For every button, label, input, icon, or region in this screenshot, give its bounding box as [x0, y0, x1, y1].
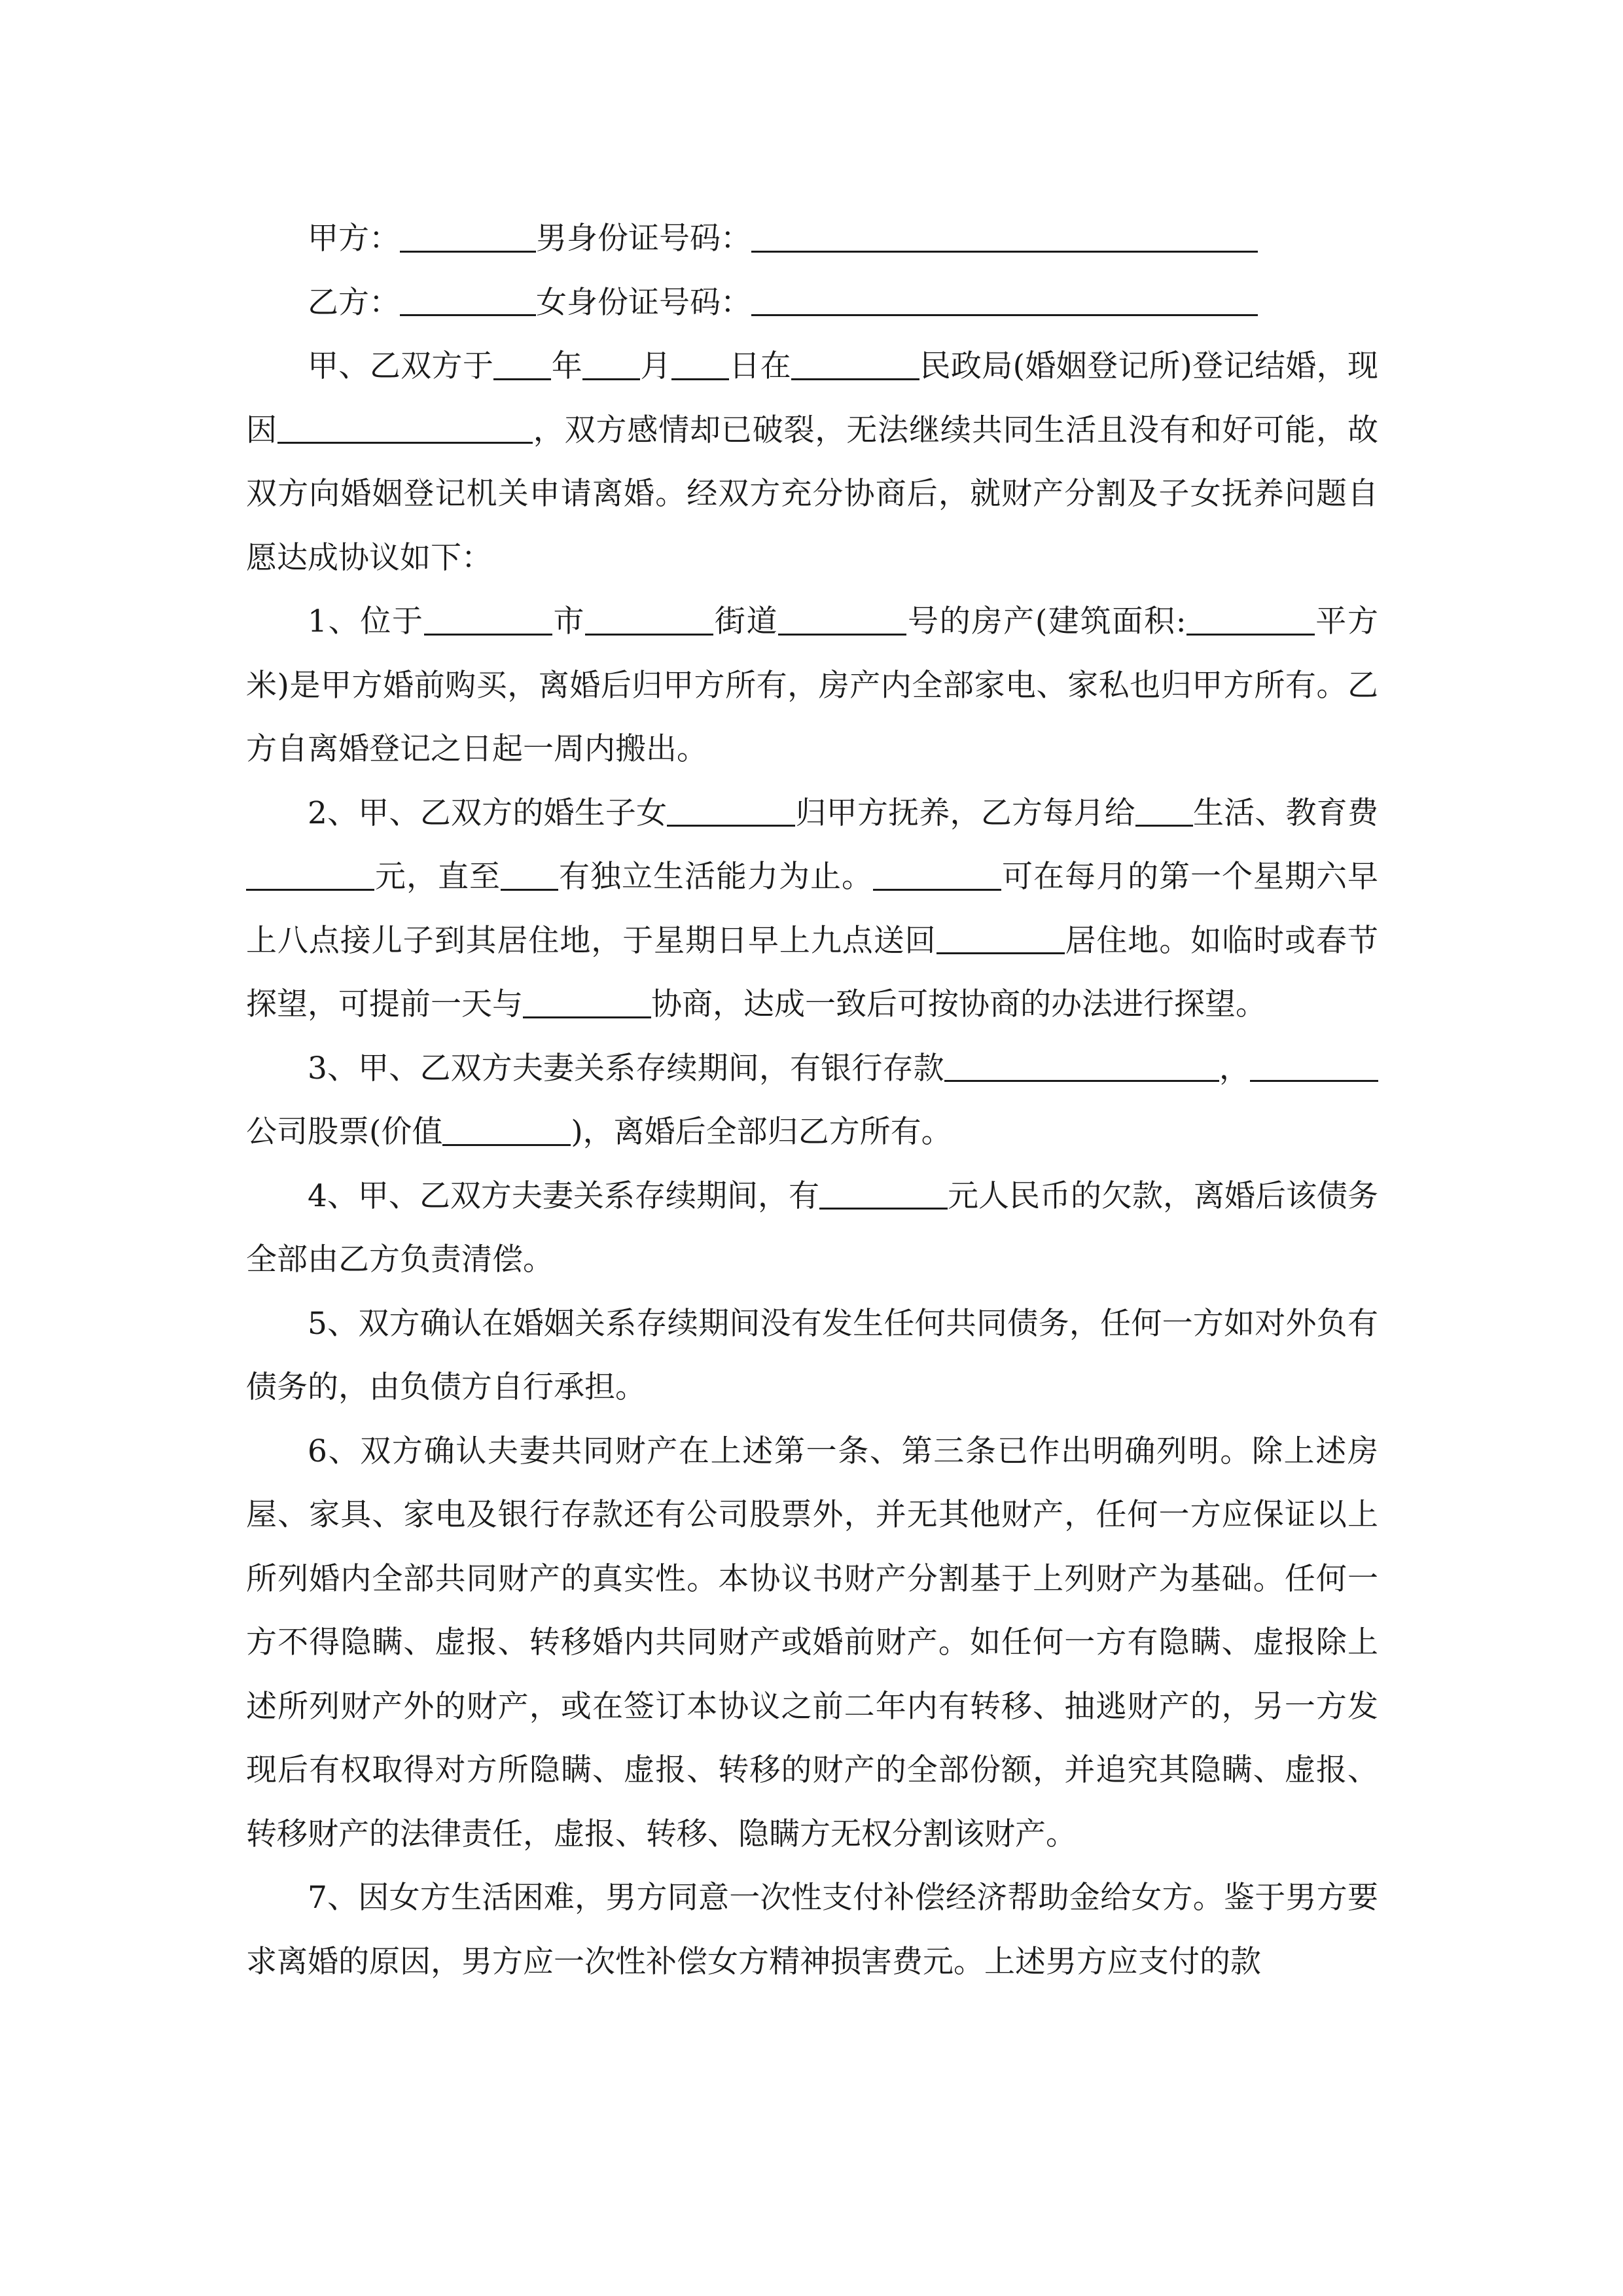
- intro-text-5: 民政局(婚姻登记所)登记结婚，现因: [246, 348, 1378, 448]
- clause-1-text-3: 街道: [713, 603, 779, 639]
- clause-1: [246, 590, 1378, 781]
- clause-2-text-6: 可在每月的第一个星期六早上八点接儿子到其居住地，于星期日早上九点送回: [246, 859, 1378, 959]
- party-b-line: [246, 271, 1378, 335]
- party-a-label: 甲方：: [308, 221, 400, 257]
- female-id-label: 女身份证号码：: [536, 284, 751, 321]
- marriage-month-blank[interactable]: [582, 349, 640, 380]
- child-support-amount-blank[interactable]: [246, 859, 374, 891]
- clause-6: 6、双方确认夫妻共同财产在上述第一条、第三条已作出明确列明。除上述房屋、家具、家电及银行存款还有公司股票外，并无其他财产，任何一方应保证以上所列婚内全部共同财产的真实性。本协议书财产分割基于上列财产为基础。任何一方不得隐瞒、虚报、转移婚内共同财产或婚前财产。如任何一方有隐瞒、虚报除上述所列财产外的财产，或在签订本协议之前二年内有转移、抽逃财产的，另一方发现后有权取得对方所隐瞒、虚报、转移的财产的全部份额，并追究其隐瞒、虚报、转移财产的法律责任，虚报、转移、隐瞒方无权分割该财产。: [246, 1433, 1378, 1852]
- intro-text-3: 月: [640, 348, 671, 384]
- female-id-blank[interactable]: [751, 285, 1258, 316]
- clause-7: 7、因女方生活困难，男方同意一次性支付补偿经济帮助金给女方。鉴于男方要求离婚的原因，男方应一次性补偿女方精神损害费元。上述男方应支付的款: [246, 1880, 1378, 1980]
- clause-2-text-5: 有独立生活能力为止。: [558, 859, 873, 895]
- clause-1-text-5: 平方米)是甲方婚前购买，离婚后归甲方所有，房产内全部家电、家私也归甲方所有。乙方自离婚登记之日起一周内搬出。: [246, 603, 1379, 767]
- bank-deposit-blank[interactable]: [944, 1050, 1219, 1082]
- clause-2-text-4: 元，直至: [374, 859, 501, 895]
- clause-3-text-1: 3、甲、乙双方夫妻关系存续期间，有银行存款: [308, 1050, 944, 1086]
- clause-3-text-4: )，离婚后全部归乙方所有。: [571, 1114, 952, 1150]
- clause-2-text-2: 归甲方抚养，乙方每月给: [795, 795, 1135, 831]
- party-b-label: 乙方：: [308, 284, 400, 321]
- property-number-blank[interactable]: [778, 604, 906, 636]
- stock-value-blank[interactable]: [442, 1115, 571, 1146]
- property-city-blank[interactable]: [424, 604, 552, 636]
- clause-1-text-4: 号的房产(建筑面积:: [906, 603, 1186, 639]
- child-name-blank[interactable]: [667, 795, 795, 827]
- clause-2: [246, 781, 1378, 1037]
- party-a-name-blank[interactable]: [400, 221, 536, 253]
- clause-3-text-2: ，: [1219, 1050, 1251, 1086]
- clause-3: [246, 1037, 1378, 1164]
- intro-paragraph: [246, 334, 1378, 590]
- clause-4-text-2: 元人民币的欠款，离婚后该债务全部由乙方负责清偿。: [246, 1177, 1379, 1278]
- clause-5: 5、双方确认在婚姻关系存续期间没有发生任何共同债务，任何一方如对外负有债务的，由负债方自行承担。: [246, 1305, 1378, 1405]
- clause-2-text-7: 居住地。如临时或春节探望，可提前一天与: [246, 922, 1378, 1022]
- marriage-day-blank[interactable]: [671, 349, 729, 380]
- visiting-party-blank[interactable]: [873, 859, 1001, 891]
- clause-2-text-3: 生活、教育费: [1192, 795, 1378, 831]
- intro-text-1: 甲、乙双方于: [308, 348, 494, 384]
- negotiate-with-blank[interactable]: [523, 987, 651, 1018]
- clause-2-text-8: 协商，达成一致后可按协商的办法进行探望。: [651, 986, 1266, 1022]
- agreement-body: [246, 207, 1378, 1994]
- clause-2-text-1: 2、甲、乙双方的婚生子女: [308, 795, 668, 831]
- marriage-year-blank[interactable]: [493, 349, 551, 380]
- intro-text-2: 年: [551, 348, 583, 384]
- divorce-reason-blank[interactable]: [277, 412, 533, 444]
- clause-4: [246, 1164, 1378, 1292]
- party-b-name-blank[interactable]: [400, 285, 536, 316]
- property-street-blank[interactable]: [585, 604, 713, 636]
- clause-4-text-1: 4、甲、乙双方夫妻关系存续期间，有: [308, 1177, 819, 1214]
- company-name-blank[interactable]: [1250, 1050, 1378, 1082]
- male-id-blank[interactable]: [751, 221, 1258, 253]
- child-support-recipient-blank[interactable]: [1135, 795, 1193, 827]
- debt-amount-blank[interactable]: [819, 1178, 948, 1210]
- clause-3-text-3: 公司股票(价值: [246, 1114, 443, 1150]
- civil-affairs-bureau-blank[interactable]: [791, 349, 919, 380]
- male-id-label: 男身份证号码：: [536, 221, 751, 257]
- property-area-blank[interactable]: [1186, 604, 1315, 636]
- return-residence-blank[interactable]: [936, 923, 1065, 954]
- party-a-line: [246, 207, 1378, 271]
- intro-text-6: ，双方感情却已破裂，无法继续共同生活且没有和好可能，故双方向婚姻登记机关申请离婚。经双方充分协商后，就财产分割及子女抚养问题自愿达成协议如下：: [246, 412, 1379, 576]
- child-until-blank[interactable]: [501, 859, 558, 891]
- clause-1-text-1: 1、位于: [308, 603, 424, 639]
- clause-1-text-2: 市: [552, 603, 586, 639]
- intro-text-4: 日在: [728, 348, 792, 384]
